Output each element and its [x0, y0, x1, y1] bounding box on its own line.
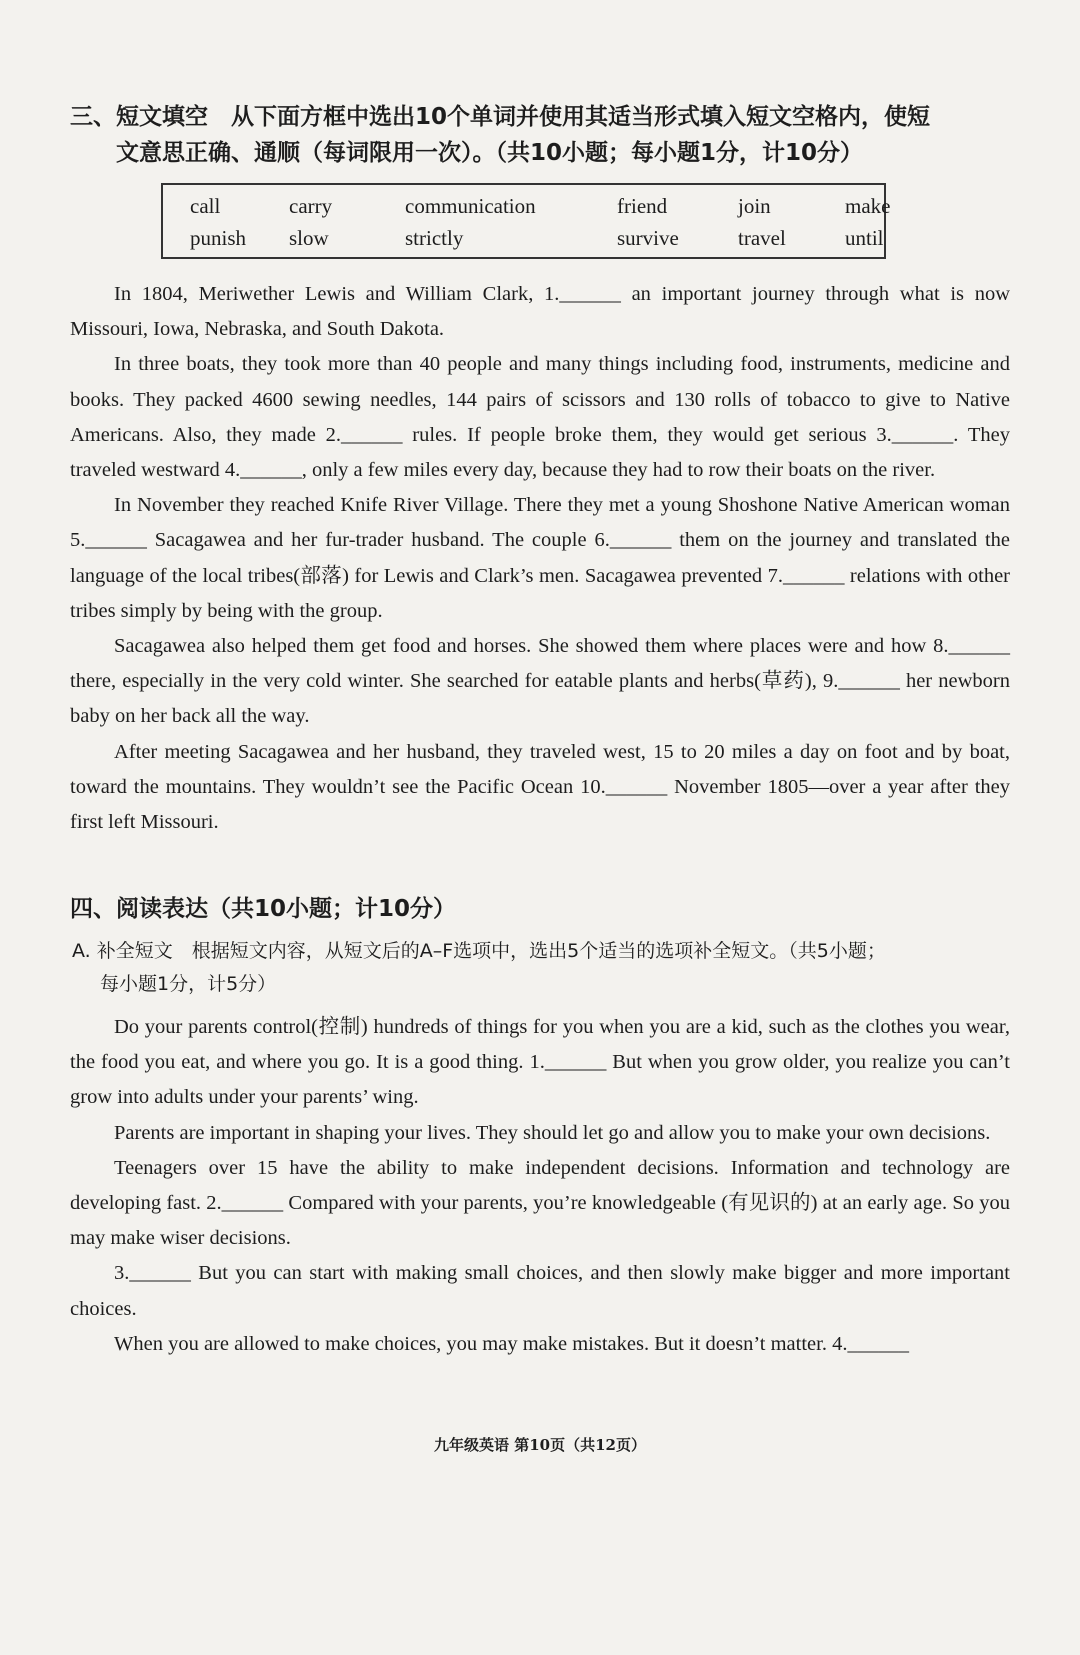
word-bank-box	[161, 183, 891, 259]
word-bank-item: survive	[617, 226, 679, 250]
part-a-instructions	[72, 935, 1022, 1001]
page-footer: 九年级英语 第10页（共12页）	[434, 1436, 646, 1454]
word-bank-item: slow	[289, 226, 329, 250]
word-bank-item: carry	[289, 194, 333, 218]
word-bank-item: until	[845, 226, 884, 250]
word-bank-item: join	[738, 194, 771, 218]
reading-paragraph: Teenagers over 15 have the ability to make independent decisions. Information and technology are developing fast. 2.______ Compared with your parents, you’re knowledgeable (有见识的) at an early age. So you may make wiser decisions.	[70, 1156, 1010, 1250]
word-bank-item: make	[845, 194, 891, 218]
reading-passage	[70, 1010, 1010, 1362]
reading-paragraph: When you are allowed to make choices, you may make mistakes. But it doesn’t matter. 4.______	[114, 1332, 909, 1355]
word-bank-item: strictly	[405, 226, 464, 250]
part-a-instructions-line2: 每小题1分，计5分）	[100, 973, 277, 995]
section-3-heading	[70, 99, 1020, 171]
word-bank-item: punish	[190, 226, 247, 250]
section-3-title-line2: 文意思正确、通顺（每词限用一次）。（共10小题；每小题1分，计10分）	[116, 140, 864, 166]
word-bank-item: travel	[738, 226, 786, 250]
part-a-instructions-line1: A. 补全短文 根据短文内容，从短文后的A–F选项中，选出5个适当的选项补全短文。（共5小题；	[72, 940, 886, 962]
reading-paragraph: Parents are important in shaping your lives. They should let go and allow you to make your own decisions.	[114, 1121, 991, 1144]
reading-paragraph: 3.______ But you can start with making small choices, and then slowly make bigger and more important choices.	[70, 1262, 1010, 1320]
reading-paragraph: Do your parents control(控制) hundreds of things for you when you are a kid, such as the clothes you wear, the food you eat, and where you go. It is a good thing. 1.______ But when you grow older, you realize you can’t grow into adults under your parents’ wing.	[70, 1016, 1010, 1109]
cloze-paragraph: In 1804, Meriwether Lewis and William Clark, 1.______ an important journey through what is now Missouri, Iowa, Nebraska, and South Dakota.	[70, 283, 1010, 341]
word-bank-item: call	[190, 194, 221, 218]
cloze-paragraph: In November they reached Knife River Village. There they met a young Shoshone Native American woman 5.______ Sacagawea and her fur-trader husband. The couple 6.______ them on the journey and translated the language of the local tribes(部落) for Lewis and Clark’s men. Sacagawea prevented 7.______ relations with other tribes simply by being with the group.	[70, 494, 1010, 622]
section-3-title-line1: 三、短文填空 从下面方框中选出10个单词并使用其适当形式填入短文空格内，使短	[70, 104, 931, 130]
cloze-passage	[70, 277, 1010, 840]
section-4-heading: 四、阅读表达（共10小题；计10分）	[70, 896, 457, 922]
word-bank-item: communication	[405, 194, 536, 218]
word-bank-item: friend	[617, 194, 668, 218]
cloze-paragraph: In three boats, they took more than 40 people and many things including food, instruments, medicine and books. They packed 4600 sewing needles, 144 pairs of scissors and 130 rolls of tobacco to give to Native Americans. Also, they made 2.______ rules. If people broke them, they would get serious 3.______. They traveled westward 4.______, only a few miles every day, because they had to row their boats on the river.	[70, 353, 1010, 482]
cloze-paragraph: After meeting Sacagawea and her husband, they traveled west, 15 to 20 miles a day on foot and by boat, toward the mountains. They wouldn’t see the Pacific Ocean 10.______ November 1805—over a year after they first left Missouri.	[70, 740, 1010, 834]
cloze-paragraph: Sacagawea also helped them get food and horses. She showed them where places were and how 8.______ there, especially in the very cold winter. She searched for eatable plants and herbs(草药), 9.______ her newborn baby on her back all the way.	[70, 635, 1010, 728]
